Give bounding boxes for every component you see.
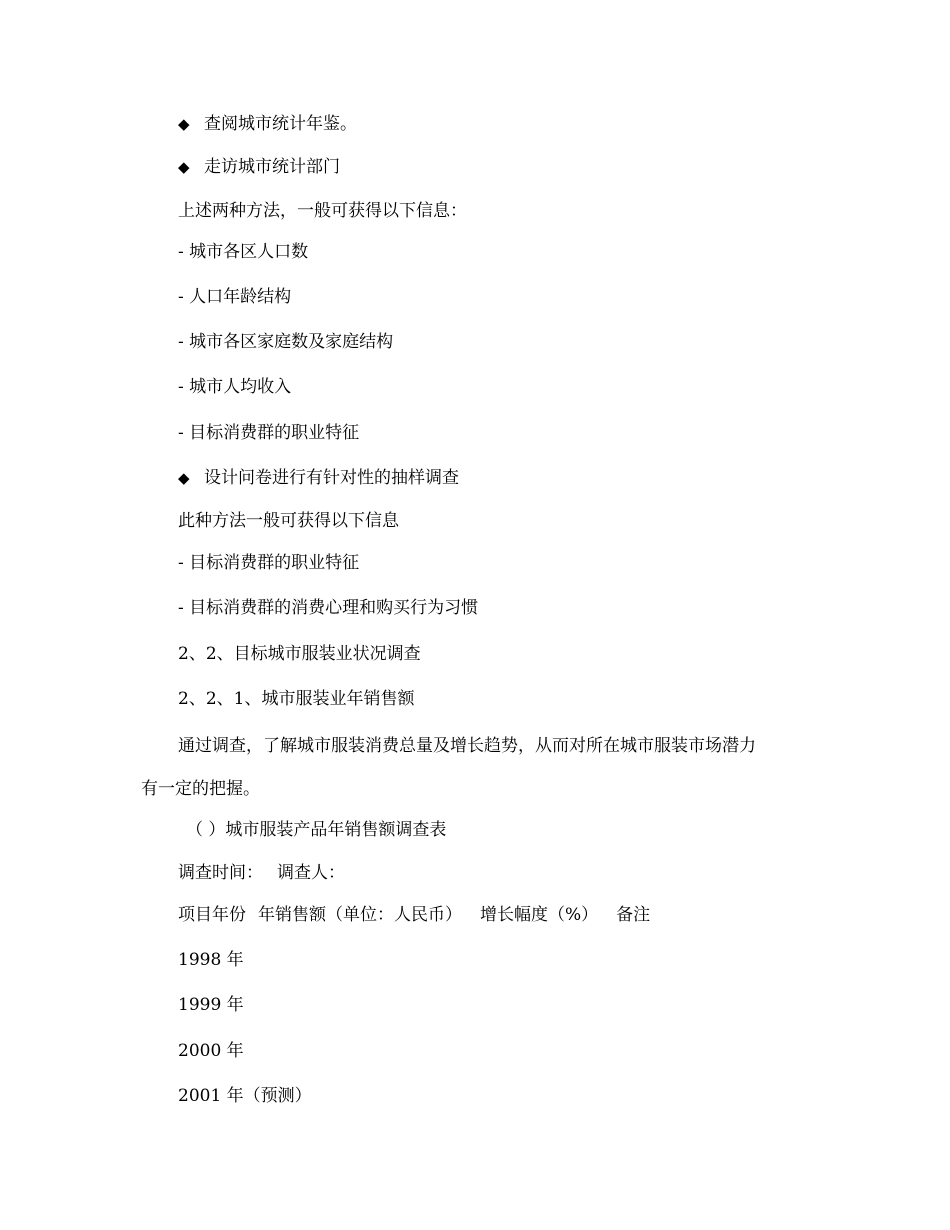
paragraph-line: 有一定的把握。 — [141, 779, 260, 799]
table-title: （ ）城市服装产品年销售额调查表 — [186, 820, 447, 840]
paragraph-intro: 上述两种方法，一般可获得以下信息： — [178, 201, 467, 221]
list-item: - 目标消费群的消费心理和购买行为习惯 — [178, 598, 479, 618]
column-header: 年销售额（单位：人民币） — [258, 905, 462, 925]
list-item: - 城市人均收入 — [178, 377, 292, 397]
table-row: 1999 年 — [178, 995, 244, 1015]
list-item: - 目标消费群的职业特征 — [178, 553, 360, 573]
subsection-heading: 2、2、1、城市服装业年销售额 — [178, 689, 415, 709]
table-header-row — [178, 904, 650, 926]
survey-meta — [178, 862, 345, 884]
list-item: - 人口年龄结构 — [178, 287, 292, 307]
list-item: - 城市各区人口数 — [178, 242, 309, 262]
bullet-item-statistics-dept — [178, 156, 340, 178]
column-header: 备注 — [616, 905, 651, 925]
surveyor-label: 调查人： — [277, 863, 345, 883]
bullet-text: 查阅城市统计年鉴。 — [204, 114, 357, 134]
bullet-text: 走访城市统计部门 — [204, 157, 340, 177]
paragraph-line: 通过调查，了解城市服装消费总量及增长趋势，从而对所在城市服装市场潜力 — [178, 736, 756, 756]
list-item: - 城市各区家庭数及家庭结构 — [178, 332, 394, 352]
section-heading: 2、2、目标城市服装业状况调查 — [178, 644, 421, 664]
list-item: - 目标消费群的职业特征 — [178, 423, 360, 443]
diamond-bullet-icon: ◆ — [178, 158, 190, 176]
bullet-item-yearbook — [178, 113, 357, 135]
bullet-item-questionnaire — [178, 467, 459, 489]
diamond-bullet-icon: ◆ — [178, 115, 190, 133]
paragraph-intro: 此种方法一般可获得以下信息 — [178, 511, 399, 531]
column-header: 项目年份 — [178, 905, 246, 925]
table-row: 2000 年 — [178, 1041, 244, 1061]
bullet-text: 设计问卷进行有针对性的抽样调查 — [204, 468, 459, 488]
table-row: 1998 年 — [178, 950, 244, 970]
survey-time-label: 调查时间： — [178, 863, 263, 883]
column-header: 增长幅度（%） — [480, 905, 599, 925]
table-row: 2001 年（预测） — [178, 1086, 312, 1106]
diamond-bullet-icon: ◆ — [178, 469, 190, 487]
